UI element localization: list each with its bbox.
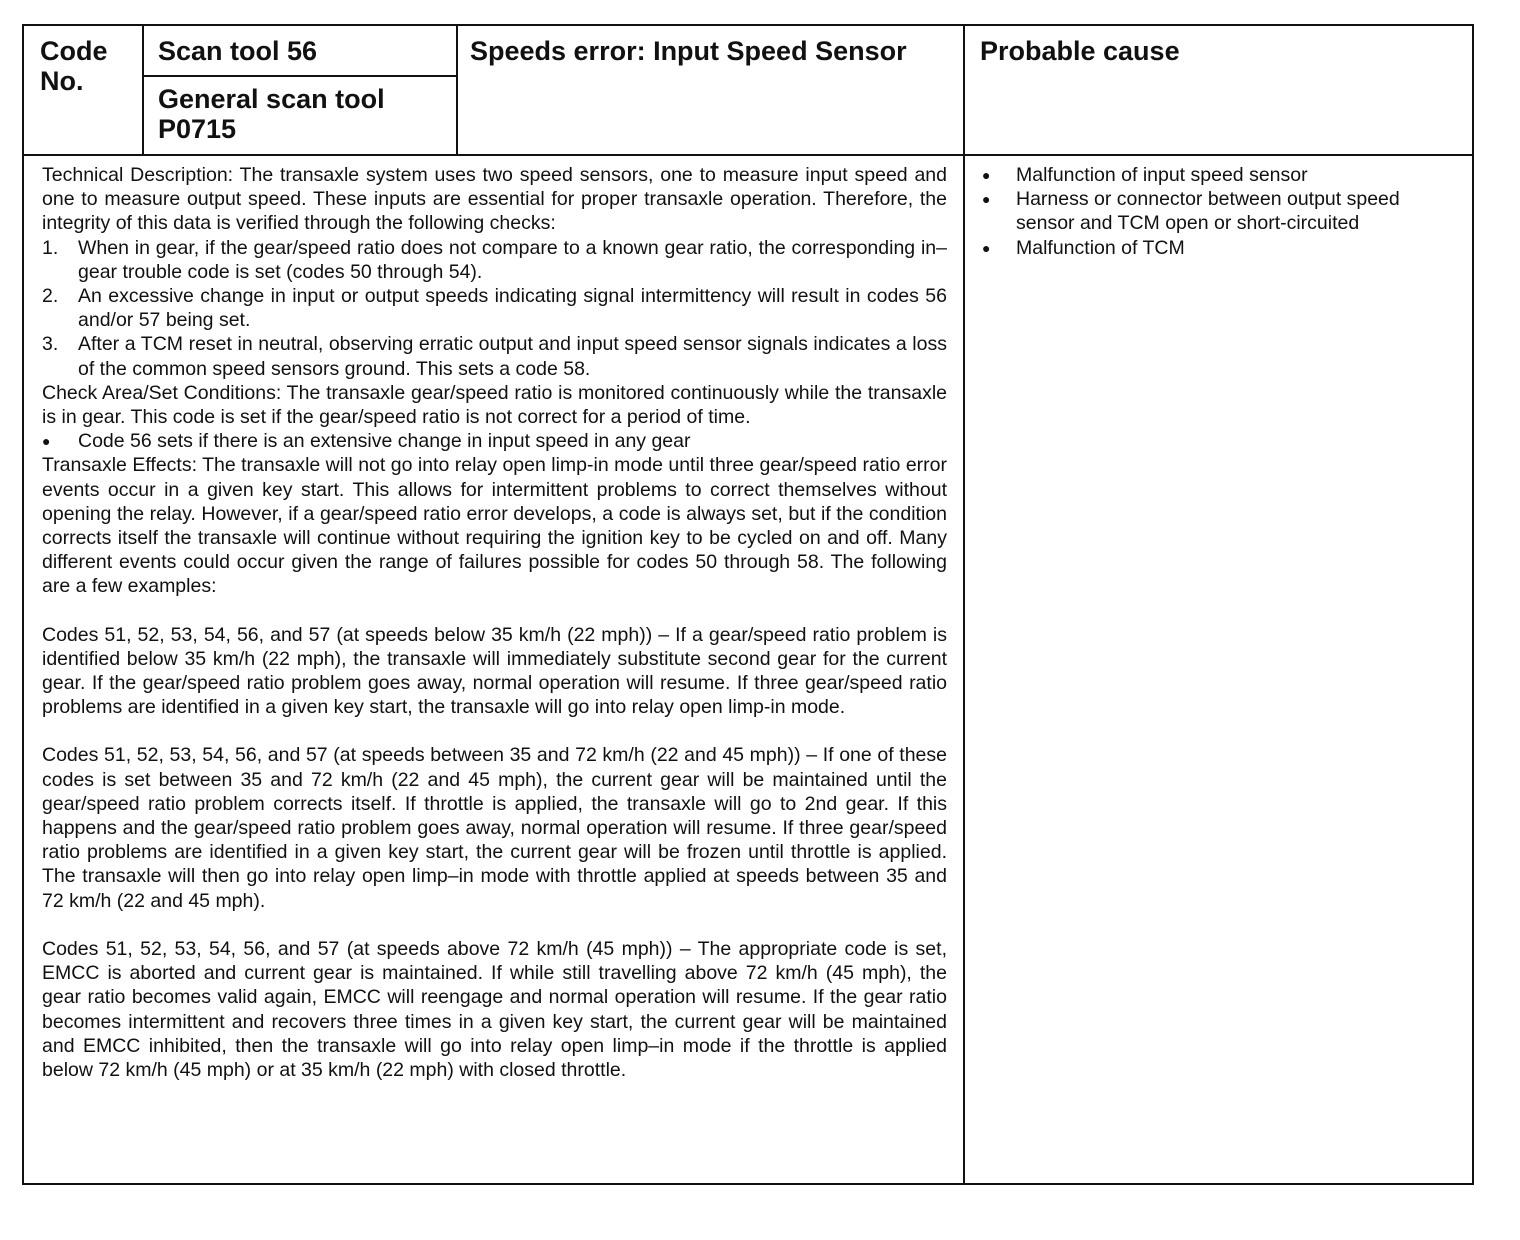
check-area-conditions: Check Area/Set Conditions: The transaxle gear/speed ratio is monitored continuously while the transaxle is in gear. This code is set if the gear/speed ratio is not correct for a period of time. (42, 381, 947, 429)
technical-description (42, 163, 947, 1082)
list-item: ● Malfunction of TCM (982, 236, 1185, 259)
code-no-heading: Code No. (40, 36, 108, 96)
diagnostic-table (22, 24, 1474, 1185)
bullet-icon: ● (982, 167, 991, 183)
transaxle-effects: Transaxle Effects: The transaxle will not go into relay open limp-in mode until three gear/speed ratio error events occur in a given key start. This allows for intermittent problems to correct themselves without opening the relay. However, if a gear/speed ratio error develops, a code is always set, but if the condition corrects itself the transaxle will continue without requiring the ignition key to be cycled on and off. Many different events could occur given the range of failures possible for codes 50 through 58. The following are a few examples: (42, 454, 947, 598)
example-below-35: Codes 51, 52, 53, 54, 56, and 57 (at speeds below 35 km/h (22 mph)) – If a gear/speed ratio problem is identified below 35 km/h (22 mph), the transaxle will immediately substitute second gear for the current gear. If the gear/speed ratio problem goes away, normal operation will resume. If three gear/speed ratio problems are identified in a given key start, the transaxle will go into relay open limp-in mode. (42, 623, 947, 719)
column-divider (142, 26, 144, 154)
example-between-35-72: Codes 51, 52, 53, 54, 56, and 57 (at speeds between 35 and 72 km/h (22 and 45 mph)) – If one of these codes is set between 35 and 72 km/h (22 and 45 mph), the current gear will be maintained until the gear/speed ratio problem corrects itself. If throttle is applied, the transaxle will go to 2nd gear. If this happens and the gear/speed ratio problem goes away, normal operation will resume. If three gear/speed ratio problems are identified in a given key start, the current gear will be frozen until throttle is applied. The transaxle will then go into relay open limp–in mode with throttle applied at speeds between 35 and 72 km/h (22 and 45 mph). (42, 744, 947, 912)
probable-cause-heading: Probable cause (980, 36, 1180, 66)
description-intro: Technical Description: The transaxle system uses two speed sensors, one to measure input speed and one to measure output speed. These inputs are essential for proper transaxle operation. Therefore, the integrity of this data is verified through the following checks: (42, 164, 947, 235)
scan-tool-code: Scan tool 56 (158, 36, 318, 66)
general-scan-tool-code: General scan tool P0715 (158, 84, 385, 144)
bullet-icon: ● (42, 433, 51, 450)
check-item: 2. An excessive change in input or output speeds indicating signal intermittency will result in codes 56 and/or 57 being set. (42, 285, 947, 332)
list-item: ● Harness or connector between output speed sensor and TCM open or short-circuited (982, 188, 1400, 235)
set-condition-bullet: ● Code 56 sets if there is an extensive change in input speed in any gear (42, 430, 691, 453)
table-header (24, 26, 1472, 156)
probable-causes-list (982, 163, 1460, 260)
bullet-icon: ● (982, 191, 991, 208)
bullet-icon: ● (982, 239, 991, 256)
code-title: Speeds error: Input Speed Sensor (470, 36, 907, 66)
list-item: ● Malfunction of input speed sensor (982, 164, 1308, 186)
column-divider (963, 26, 965, 1183)
header-cell-divider (144, 75, 456, 77)
example-above-72: Codes 51, 52, 53, 54, 56, and 57 (at speeds above 72 km/h (45 mph)) – The appropriate code is set, EMCC is aborted and current gear is maintained. If while still travelling above 72 km/h (45 mph), the gear ratio becomes valid again, EMCC will reengage and normal operation will resume. If the gear ratio becomes intermittent and recovers three times in a given key start, the current gear will be maintained and EMCC inhibited, then the transaxle will go into relay open limp–in mode if the throttle is applied below 72 km/h (45 mph) or at 35 km/h (22 mph) with closed throttle. (42, 937, 947, 1081)
check-item: 1. When in gear, if the gear/speed ratio does not compare to a known gear ratio, the corresponding in–gear trouble code is set (codes 50 through 54). (42, 236, 947, 283)
column-divider (456, 26, 458, 154)
check-item: 3. After a TCM reset in neutral, observing erratic output and input speed sensor signals indicates a loss of the common speed sensors ground. This sets a code 58. (42, 333, 947, 380)
